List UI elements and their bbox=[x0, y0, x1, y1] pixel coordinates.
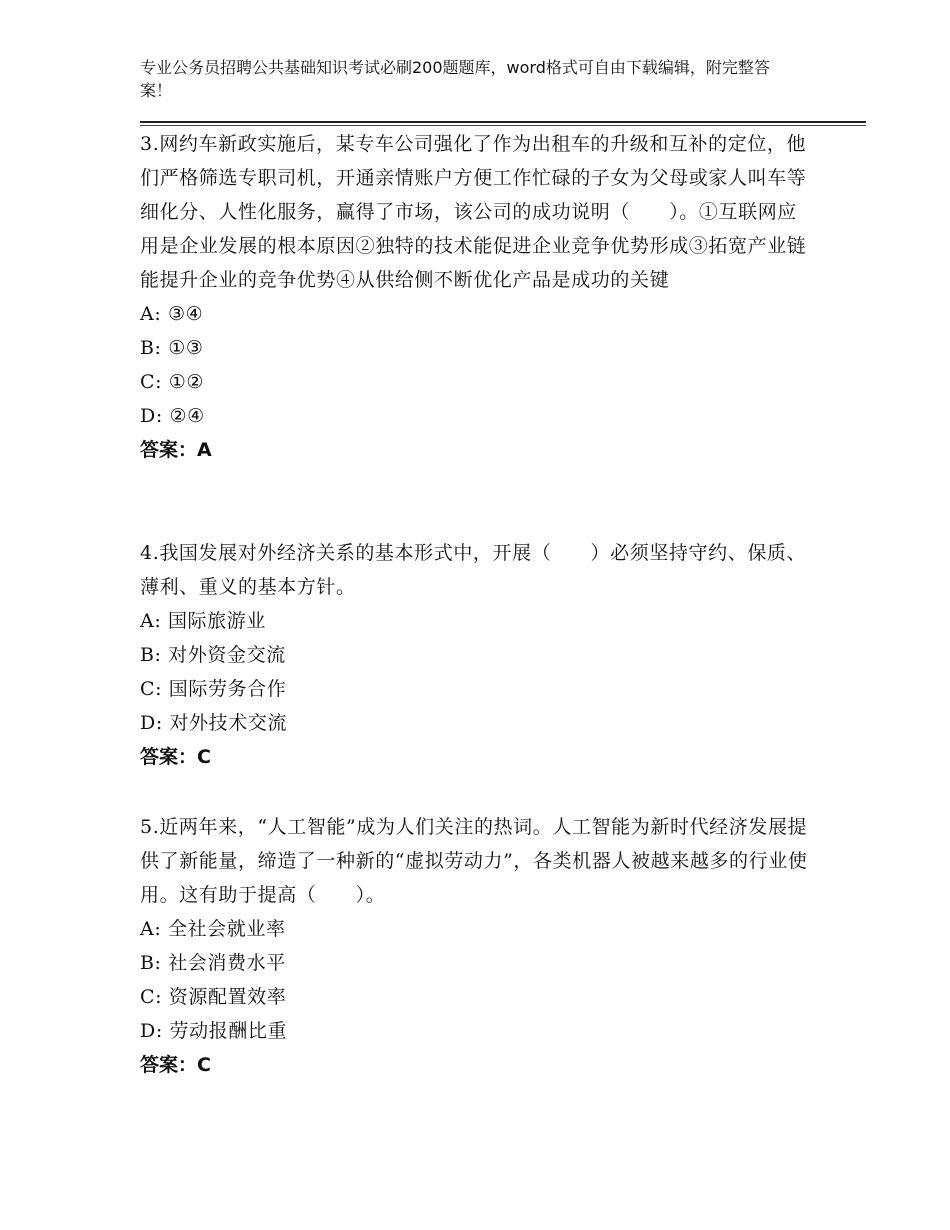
question-5 bbox=[140, 810, 810, 1082]
answer-label: 答案：A bbox=[140, 439, 212, 461]
header-divider-thick bbox=[140, 121, 866, 123]
option-c: C: 国际劳务合作 bbox=[140, 678, 287, 700]
answer-label: 答案：C bbox=[140, 1054, 211, 1076]
document-header: 专业公务员招聘公共基础知识考试必刷200题题库，word格式可自由下载编辑，附完整答案！ bbox=[140, 58, 770, 100]
question-3 bbox=[140, 127, 810, 467]
option-c: C: 资源配置效率 bbox=[140, 986, 287, 1008]
option-a: A: 国际旅游业 bbox=[140, 610, 266, 632]
option-d: D: 对外技术交流 bbox=[140, 712, 288, 734]
option-d: D: 劳动报酬比重 bbox=[140, 1020, 288, 1042]
option-b: B: 对外资金交流 bbox=[140, 644, 286, 666]
question-stem: 5.近两年来，“人工智能”成为人们关注的热词。人工智能为新时代经济发展提供了新能量，缔造了一种新的“虚拟劳动力”，各类机器人被越来越多的行业使用。这有助于提高（ ）。 bbox=[140, 816, 808, 906]
question-stem: 3.网约车新政实施后，某专车公司强化了作为出租车的升级和互补的定位，他们严格筛选专职司机，开通亲情账户方便工作忙碌的子女为父母或家人叫车等细化分、人性化服务，赢得了市场，该公司的成功说明（ ）。①互联网应用是企业发展的根本原因②独特的技术能促进企业竞争优势形成③拓宽产业链能提升企业的竞争优势④从供给侧不断优化产品是成功的关键 bbox=[140, 133, 807, 291]
option-c: C: ①② bbox=[140, 371, 205, 393]
question-stem: 4.我国发展对外经济关系的基本形式中，开展（ ）必须坚持守约、保质、薄利、重义的基本方针。 bbox=[140, 542, 807, 598]
option-a: A: ③④ bbox=[140, 303, 204, 325]
question-4 bbox=[140, 536, 810, 774]
option-b: B: 社会消费水平 bbox=[140, 952, 286, 974]
answer-label: 答案：C bbox=[140, 746, 211, 768]
option-d: D: ②④ bbox=[140, 405, 205, 427]
option-a: A: 全社会就业率 bbox=[140, 918, 286, 940]
header-divider-thin bbox=[140, 125, 866, 126]
option-b: B: ①③ bbox=[140, 337, 204, 359]
